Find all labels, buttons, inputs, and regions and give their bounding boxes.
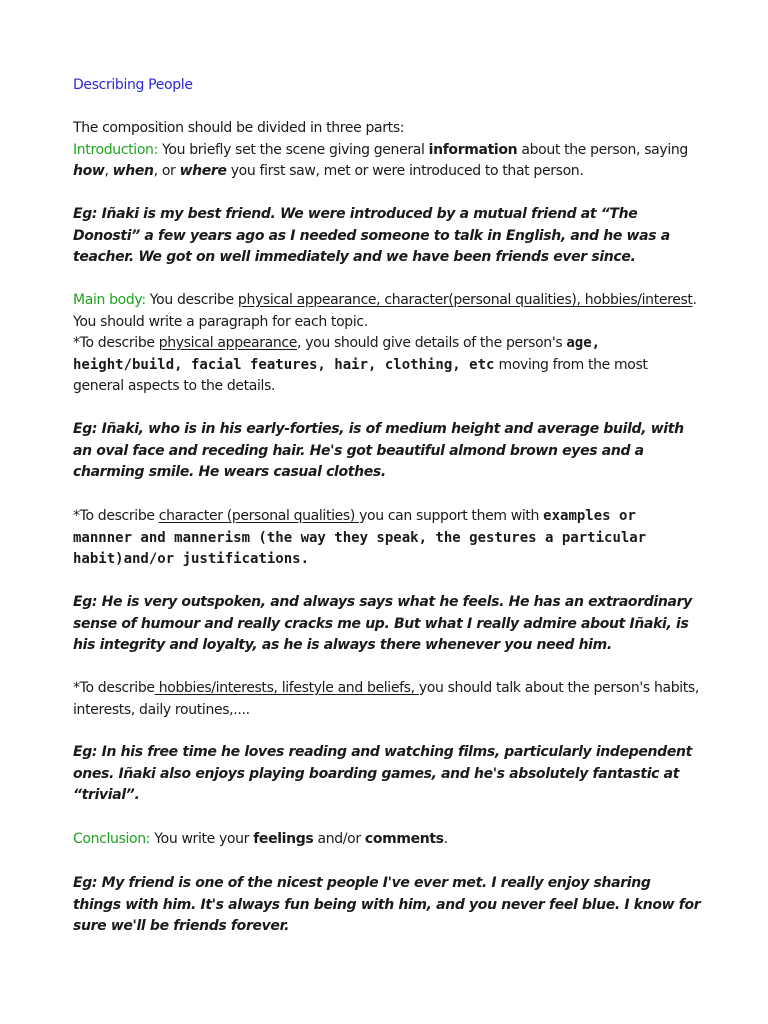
intro-bold-when: when [112,163,154,180]
conclusion-text: and/or [313,831,365,847]
character-details-bold: examples or mannner and mannerism (the way they speak, the gestures a particular habit)and/or justifications. [73,508,647,568]
conclusion-bold-feelings: feelings [253,831,314,847]
intro-bold-where: where [179,163,227,180]
main-body-topics-underlined: physical appearance, character(personal qualities), hobbies/interest [237,292,693,308]
physical-details-bold: age, height/build, facial features, hair, clothing, etc [73,335,601,373]
intro-text: , or [153,163,180,180]
hobbies-underlined: hobbies/interests, lifestyle and beliefs, [154,680,419,696]
physical-text: , you should give details of the person's [297,335,567,352]
character-text: you can support them with [359,508,544,524]
intro-bold-how: how [73,163,105,180]
character-text: *To describe [73,508,159,524]
intro-text: about the person, saying [517,141,688,158]
intro-text: , [104,163,113,180]
hobbies-text: you should talk about the person's habits, interests, daily routines,.... [73,680,699,718]
document-title: Describing People [73,77,193,93]
lead-text: The composition should be divided in three parts: [73,120,405,136]
physical-text: *To describe [73,335,159,352]
character-paragraph [73,506,701,571]
example-physical-appearance: Eg: Iñaki, who is in his early-forties, is of medium height and average build, with an oval face and receding hair. He's got beautiful almond brown eyes and a charming smile. He wears casual clothes. [73,421,684,481]
main-body-label: Main body: [73,292,146,308]
main-body-text: . You should write a paragraph for each topic. [73,292,697,330]
example-introduction: Eg: Iñaki is my best friend. We were introduced by a mutual friend at “The Donosti” a few years ago as I needed someone to talk in English, and he was a teacher. We got on well immediately and we have been friends ever since. [73,206,670,266]
example-conclusion: Eg: My friend is one of the nicest people I've ever met. I really enjoy sharing things with him. It's always fun being with him, and you never feel blue. I know for sure we'll be friends forever. [73,875,701,935]
conclusion-text: . [443,831,448,847]
character-underlined: character (personal qualities) [158,508,360,524]
intro-bold-information: information [428,141,518,158]
conclusion-text: You write your [150,831,254,847]
introduction-paragraph [73,118,701,183]
example-character: Eg: He is very outspoken, and always says what he feels. He has an extraordinary sense of humour and really cracks me up. But what I really admire about Iñaki, is his integrity and loyalty, as he is always there whenever you need him. [73,594,692,654]
conclusion-label: Conclusion: [73,831,151,847]
hobbies-text: *To describe [73,680,155,696]
example-hobbies: Eg: In his free time he loves reading and watching films, particularly independent ones. Iñaki also enjoys playing boarding games, and he's absolutely fantastic at “trivial”. [73,744,692,804]
intro-text: You briefly set the scene giving general [157,141,429,158]
introduction-label: Introduction: [73,141,158,158]
intro-text: you first saw, met or were introduced to that person. [226,163,584,180]
physical-text: moving from the most general aspects to the details. [73,356,648,395]
main-body-paragraph [73,290,701,398]
hobbies-paragraph [73,678,701,721]
conclusion-bold-comments: comments [364,831,444,847]
physical-appearance-underlined: physical appearance [158,335,297,352]
conclusion-paragraph [73,829,701,851]
main-body-text: You describe [145,292,238,308]
